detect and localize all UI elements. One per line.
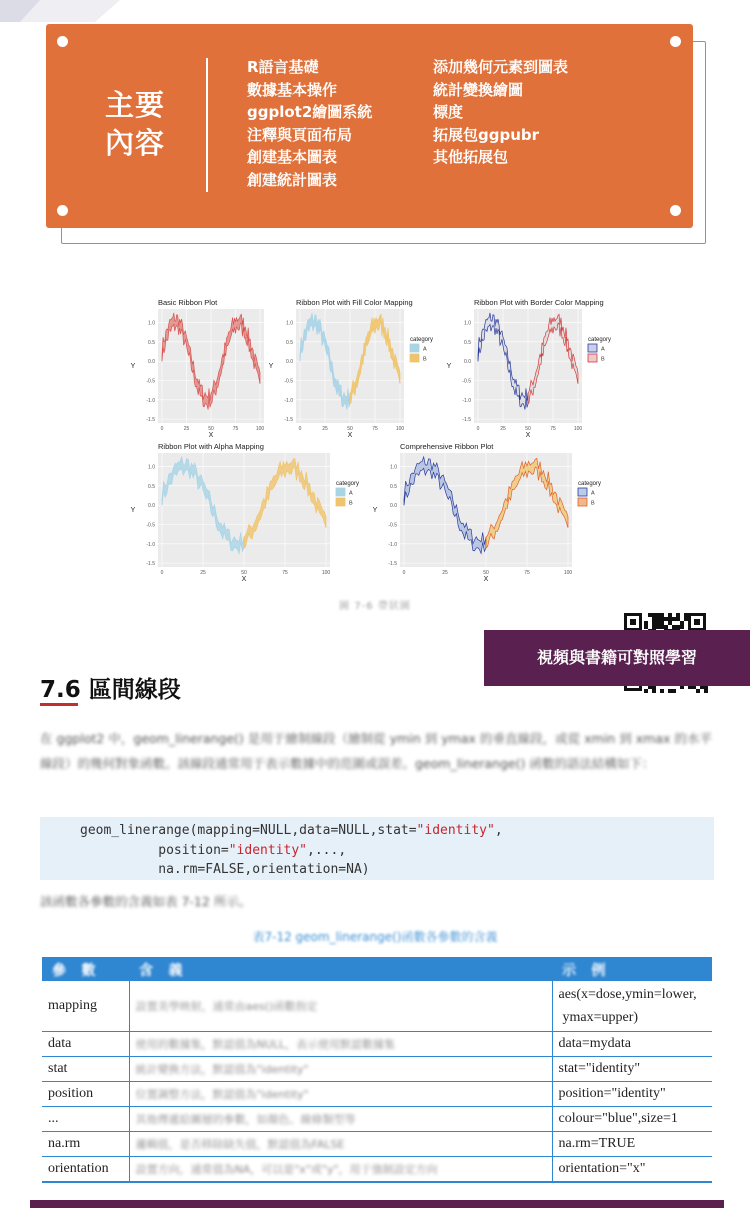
y-tick-label: -0.5	[388, 522, 397, 529]
banner-divider	[206, 58, 208, 192]
y-tick-label: 1.0	[390, 464, 397, 471]
table-header-row	[42, 958, 712, 981]
legend-title: category	[578, 481, 602, 487]
y-tick-label: 0.5	[148, 483, 155, 490]
x-tick-label: 0	[298, 426, 302, 432]
meaning-cell: 設置方向，通常值為NA，可以是"x"或"y"，用于強制設定方向	[129, 1157, 552, 1183]
x-tick-label: 100	[321, 570, 331, 576]
heading-underline	[40, 703, 78, 706]
y-axis-label: Y	[130, 507, 136, 514]
legend-key	[578, 498, 587, 506]
banner-dot	[670, 36, 681, 47]
footer-bar	[30, 1200, 724, 1208]
x-tick-label: 25	[200, 570, 206, 576]
table-row	[42, 981, 712, 1032]
code-text: geom_linerange(mapping=NULL,data=NULL,stat="identity", position="identity",..., na.rm=FALSE,orientation=NA)	[80, 823, 503, 877]
legend-title: category	[336, 481, 360, 487]
example-cell: na.rm=TRUE	[552, 1132, 712, 1157]
qr-module	[656, 617, 660, 621]
qr-module	[664, 625, 668, 629]
x-tick-label: 0	[160, 570, 164, 576]
qr-module	[668, 621, 672, 625]
qr-module	[660, 617, 664, 621]
qr-module	[704, 689, 708, 693]
legend-key	[410, 344, 419, 352]
y-tick-label: -1.0	[146, 397, 155, 404]
y-tick-label: -0.5	[146, 522, 155, 529]
x-tick-label: 0	[160, 426, 164, 432]
y-tick-label: 0.5	[286, 339, 293, 346]
qr-module	[644, 689, 648, 693]
param-cell: position	[42, 1082, 129, 1107]
intro-paragraph: 在 ggplot2 中，geom_linerange() 是用于繪制線段（繪制從 ymin 到 ymax 的垂直線段，或從 xmin 到 xmax 的水平線段）的幾何對象函數。該線段通常用于表示數據中的范圍或誤差。geom_linerange() 函數的語法結構如下：	[40, 731, 712, 771]
qr-module	[652, 689, 656, 693]
legend-key	[588, 344, 597, 352]
y-tick-label: -1.5	[146, 417, 155, 424]
banner-item: 創建統計圖表	[247, 170, 338, 189]
x-tick-label: 100	[255, 426, 265, 432]
y-axis-label: Y	[268, 363, 274, 370]
qr-module	[672, 689, 676, 693]
x-axis-label: X	[483, 576, 489, 583]
param-cell: orientation	[42, 1157, 129, 1183]
x-tick-label: 25	[183, 426, 190, 432]
legend-key	[336, 488, 345, 496]
meaning-cell: 邏輯值，是否移除缺失值，默認值為FALSE	[129, 1132, 552, 1157]
x-tick-label: 75	[282, 570, 288, 576]
y-tick-label: -1.0	[388, 541, 397, 548]
y-tick-label: -1.5	[284, 417, 293, 424]
qr-module	[644, 625, 648, 629]
qr-module	[660, 625, 664, 629]
qr-module	[668, 689, 672, 693]
x-tick-label: 75	[232, 426, 239, 432]
y-tick-label: 1.0	[148, 464, 155, 471]
example-cell: data=mydata	[552, 1032, 712, 1057]
y-tick-label: 0.0	[286, 359, 293, 366]
corner-decoration	[0, 0, 120, 22]
y-axis-label: Y	[446, 363, 452, 370]
banner-item: R語言基礎	[247, 58, 319, 76]
x-tick-label: 100	[395, 426, 405, 432]
y-tick-label: -1.0	[284, 397, 293, 404]
banner-item: 添加幾何元素到圖表	[433, 58, 569, 76]
qr-module	[644, 621, 648, 625]
x-tick-label: 25	[500, 426, 506, 432]
x-tick-label: 50	[208, 426, 214, 432]
legend-label: B	[601, 356, 605, 363]
legend-label: B	[349, 500, 353, 507]
section-heading	[40, 671, 181, 704]
qr-module	[676, 613, 680, 617]
legend-title: category	[410, 337, 434, 343]
y-tick-label: -0.5	[284, 378, 293, 385]
banner-item: ggplot2繪圖系統	[247, 103, 373, 122]
header-example: 示 例	[552, 958, 712, 981]
param-cell: stat	[42, 1057, 129, 1082]
legend-key	[588, 354, 597, 362]
table-row	[42, 1082, 712, 1107]
qr-module	[680, 621, 684, 625]
y-tick-label: 0.0	[464, 359, 471, 366]
example-cell: colour="blue",size=1	[552, 1107, 712, 1132]
x-tick-label: 25	[442, 570, 448, 576]
x-tick-label: 100	[573, 426, 583, 432]
x-tick-label: 50	[241, 570, 247, 576]
x-axis-label: X	[525, 432, 531, 439]
y-tick-label: -1.5	[388, 561, 397, 568]
qr-module	[684, 613, 688, 617]
banner-item: 統計變換繪圖	[433, 80, 524, 99]
legend-label: A	[349, 490, 353, 497]
qr-module	[660, 621, 664, 625]
table-row	[42, 1132, 712, 1157]
qr-module	[630, 619, 636, 625]
qr-module	[656, 625, 660, 629]
param-cell: mapping	[42, 981, 129, 1032]
qr-module	[656, 621, 660, 625]
qr-module	[652, 621, 656, 625]
qr-module	[676, 617, 680, 621]
x-tick-label: 0	[476, 426, 480, 432]
y-tick-label: 0.5	[390, 483, 397, 490]
promo-banner: 視頻與書籍可對照學習	[484, 630, 750, 686]
header-meaning: 含 義	[129, 958, 552, 981]
x-tick-label: 75	[524, 570, 530, 576]
figure-caption: 圖 7-6 帶狀圖	[339, 601, 411, 612]
x-tick-label: 0	[402, 570, 406, 576]
qr-module	[676, 625, 680, 629]
example-cell: orientation="x"	[552, 1157, 712, 1183]
y-tick-label: 0.0	[390, 503, 397, 510]
qr-module	[694, 619, 700, 625]
table-row	[42, 1157, 712, 1183]
x-axis-label: X	[208, 432, 214, 439]
banner-item: 創建基本圖表	[247, 148, 338, 167]
qr-module	[696, 689, 700, 693]
panel-title: Ribbon Plot with Border Color Mapping	[474, 298, 604, 307]
table-row	[42, 1057, 712, 1082]
banner-dot	[57, 36, 68, 47]
y-tick-label: -0.5	[462, 378, 471, 385]
x-tick-label: 50	[525, 426, 531, 432]
x-tick-label: 25	[322, 426, 328, 432]
example-cell: stat="identity"	[552, 1057, 712, 1082]
legend-label: A	[601, 346, 605, 353]
qr-module	[664, 617, 668, 621]
meaning-cell: 統計變換方法，默認值為"identity"	[129, 1057, 552, 1082]
param-cell: data	[42, 1032, 129, 1057]
legend-key	[336, 498, 345, 506]
table-intro: 該函數各參數的含義如表 7-12 所示。	[40, 894, 252, 909]
param-cell: ...	[42, 1107, 129, 1132]
y-tick-label: 1.0	[286, 320, 293, 327]
y-tick-label: 0.5	[148, 339, 155, 346]
example-cell: aes(x=dose,ymin=lower, ymax=upper)	[552, 981, 712, 1032]
qr-module	[660, 613, 664, 617]
qr-module	[668, 617, 672, 621]
legend-label: A	[591, 490, 595, 497]
y-tick-label: -1.0	[146, 541, 155, 548]
table-row	[42, 1032, 712, 1057]
x-tick-label: 75	[372, 426, 378, 432]
param-cell: na.rm	[42, 1132, 129, 1157]
banner-item: 拓展包ggpubr	[433, 125, 540, 144]
banner-list-col2	[433, 56, 568, 169]
banner-item: 其他拓展包	[433, 148, 509, 167]
legend-key	[410, 354, 419, 362]
qr-module	[648, 613, 652, 617]
legend-title: category	[588, 337, 612, 343]
panel-title: Ribbon Plot with Fill Color Mapping	[296, 298, 413, 307]
y-tick-label: -1.5	[462, 417, 471, 424]
example-cell: position="identity"	[552, 1082, 712, 1107]
table-caption: 表7-12 geom_linerange()函數各參數的含義	[252, 930, 498, 944]
section-number: 7.6	[40, 677, 81, 703]
qr-module	[668, 613, 672, 617]
panel-title: Comprehensive Ribbon Plot	[400, 442, 494, 451]
x-axis-label: X	[347, 432, 353, 439]
y-tick-label: -1.5	[146, 561, 155, 568]
banner-title: 主要 內容	[104, 88, 165, 160]
qr-module	[680, 625, 684, 629]
y-tick-label: 0.0	[148, 503, 155, 510]
meaning-cell: 設置美學映射，通常由aes()函數指定	[129, 981, 552, 1032]
qr-module	[672, 617, 676, 621]
banner-item: 數據基本操作	[247, 80, 338, 99]
parameter-table	[42, 957, 712, 1183]
x-axis-label: X	[241, 576, 247, 583]
legend-label: B	[591, 500, 595, 507]
qr-module	[652, 625, 656, 629]
qr-module	[660, 689, 664, 693]
y-axis-label: Y	[372, 507, 378, 514]
code-block	[40, 817, 714, 880]
y-tick-label: 1.0	[148, 320, 155, 327]
y-tick-label: -0.5	[146, 378, 155, 385]
legend-label: A	[423, 346, 427, 353]
y-tick-label: 0.0	[148, 359, 155, 366]
meaning-cell: 使用的數據集，默認值為NULL，表示使用默認數據集	[129, 1032, 552, 1057]
banner-item: 標度	[433, 103, 464, 122]
meaning-cell: 位置調整方法，默認值為"identity"	[129, 1082, 552, 1107]
qr-module	[684, 617, 688, 621]
qr-module	[672, 625, 676, 629]
table-row	[42, 1107, 712, 1132]
panel-title: Ribbon Plot with Alpha Mapping	[158, 442, 264, 451]
section-title: 區間線段	[88, 677, 181, 703]
x-tick-label: 100	[563, 570, 573, 576]
banner-item: 注釋與頁面布局	[247, 125, 353, 144]
header-param: 參 數	[42, 958, 129, 981]
banner-dot	[57, 205, 68, 216]
banner-list-col1	[247, 56, 372, 192]
x-tick-label: 50	[347, 426, 353, 432]
y-tick-label: 0.5	[464, 339, 471, 346]
y-tick-label: 1.0	[464, 320, 471, 327]
legend-key	[578, 488, 587, 496]
meaning-cell: 其他傳遞給圖層的參數，如顏色、線條類型等	[129, 1107, 552, 1132]
x-tick-label: 50	[483, 570, 489, 576]
y-tick-label: -1.0	[462, 397, 471, 404]
legend-label: B	[423, 356, 427, 363]
panel-title: Basic Ribbon Plot	[158, 298, 218, 307]
ribbon-plot-figure	[118, 293, 634, 591]
qr-module	[656, 613, 660, 617]
x-tick-label: 75	[550, 426, 556, 432]
qr-module	[652, 617, 656, 621]
qr-module	[652, 613, 656, 617]
banner-dot	[670, 205, 681, 216]
y-axis-label: Y	[130, 363, 136, 370]
